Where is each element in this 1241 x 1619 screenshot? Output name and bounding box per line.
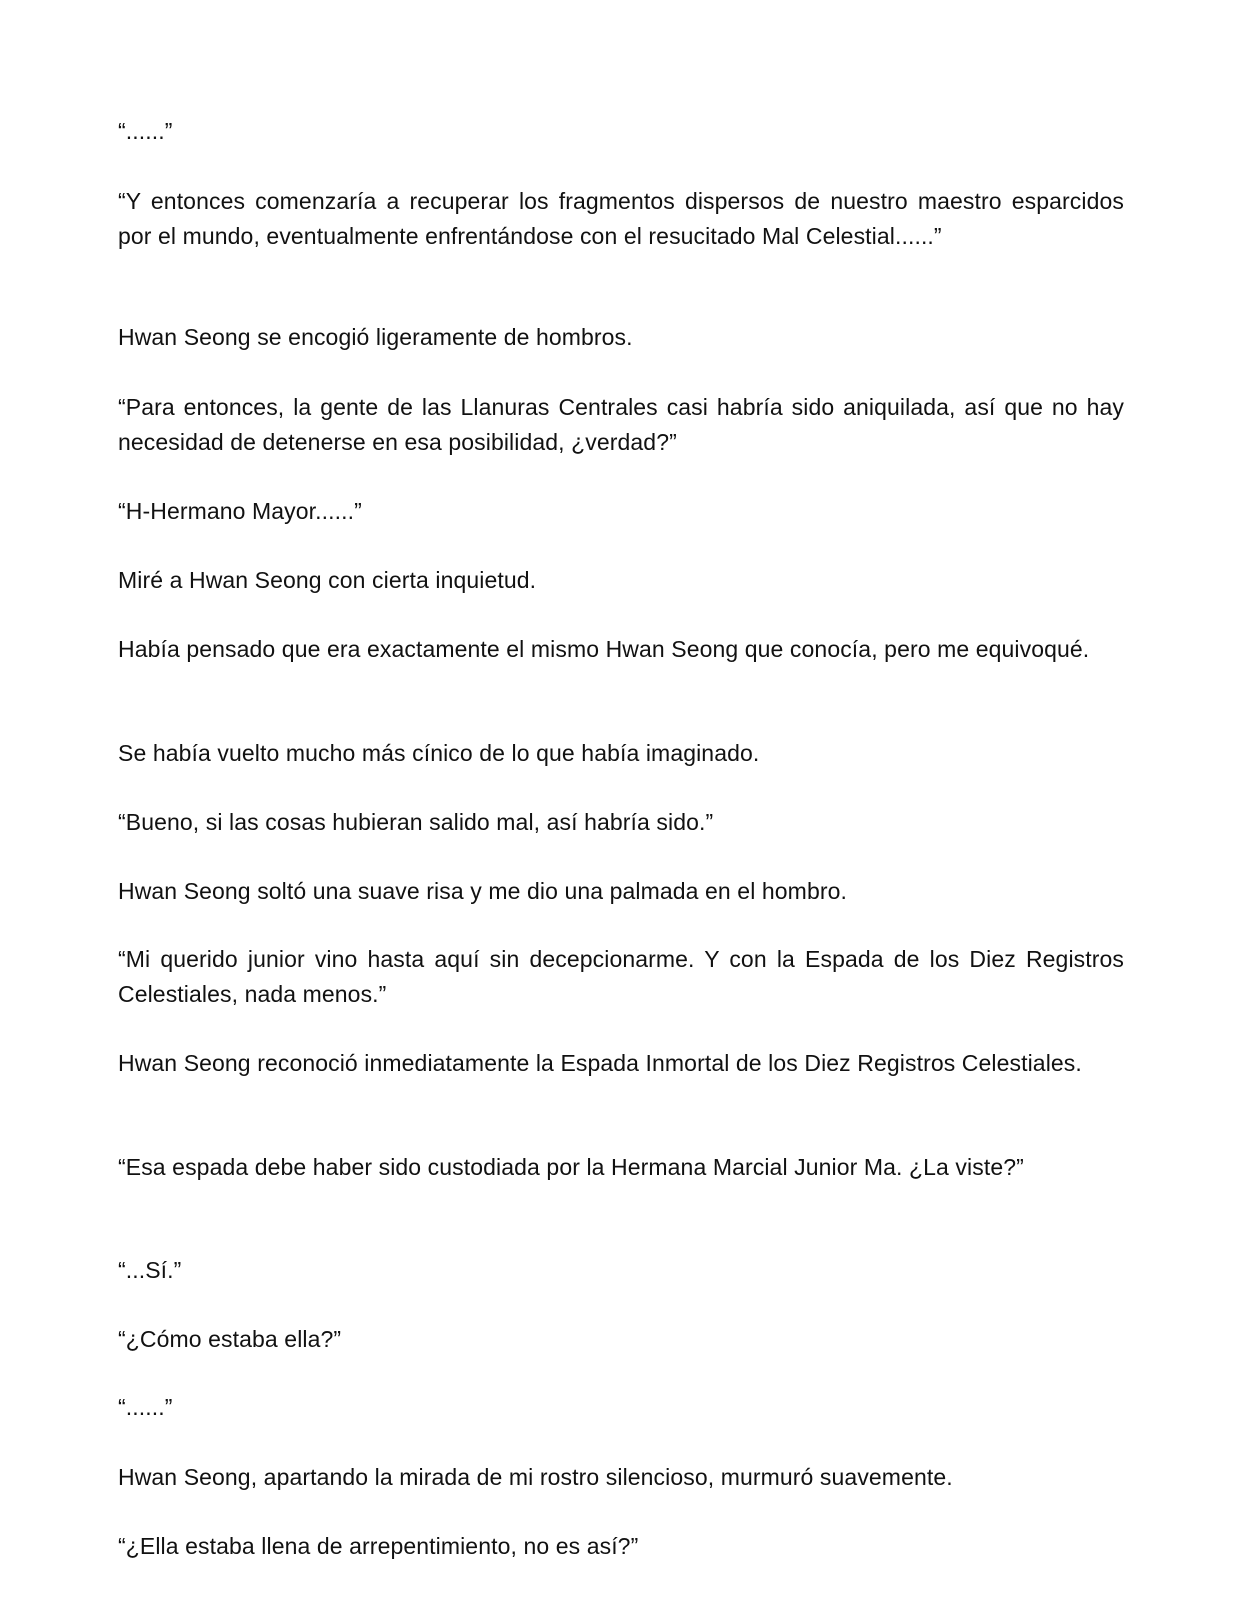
paragraph-4: “Para entonces, la gente de las Llanuras Centrales casi habría sido aniquilada, así que no hay necesidad de detenerse en esa posibilidad, ¿verdad?” [118,394,1124,455]
paragraph-3: Hwan Seong se encogió ligeramente de hombros. [118,324,633,350]
paragraph-9: “Bueno, si las cosas hubieran salido mal, así habría sido.” [118,809,714,835]
paragraph-14: “...Sí.” [118,1257,182,1283]
paragraph-1: “......” [118,118,173,144]
paragraph-12: Hwan Seong reconoció inmediatamente la Espada Inmortal de los Diez Registros Celestiales. [118,1050,1082,1076]
paragraph-5: “H-Hermano Mayor......” [118,498,362,524]
paragraph-7: Había pensado que era exactamente el mismo Hwan Seong que conocía, pero me equivoqué. [118,636,1090,662]
paragraph-2: “Y entonces comenzaría a recuperar los fragmentos dispersos de nuestro maestro esparcidos por el mundo, eventualmente enfrentándose con el resucitado Mal Celestial......” [118,188,1124,249]
paragraph-18: “¿Ella estaba llena de arrepentimiento, no es así?” [118,1533,639,1559]
paragraph-17: Hwan Seong, apartando la mirada de mi rostro silencioso, murmuró suavemente. [118,1464,953,1490]
paragraph-13: “Esa espada debe haber sido custodiada por la Hermana Marcial Junior Ma. ¿La viste?” [118,1154,1024,1180]
paragraph-10: Hwan Seong soltó una suave risa y me dio una palmada en el hombro. [118,878,847,904]
paragraph-15: “¿Cómo estaba ella?” [118,1326,342,1352]
paragraph-16: “......” [118,1394,173,1420]
paragraph-11: “Mi querido junior vino hasta aquí sin decepcionarme. Y con la Espada de los Diez Registros Celestiales, nada menos.” [118,946,1124,1007]
paragraph-6: Miré a Hwan Seong con cierta inquietud. [118,567,537,593]
paragraph-8: Se había vuelto mucho más cínico de lo que había imaginado. [118,740,760,766]
